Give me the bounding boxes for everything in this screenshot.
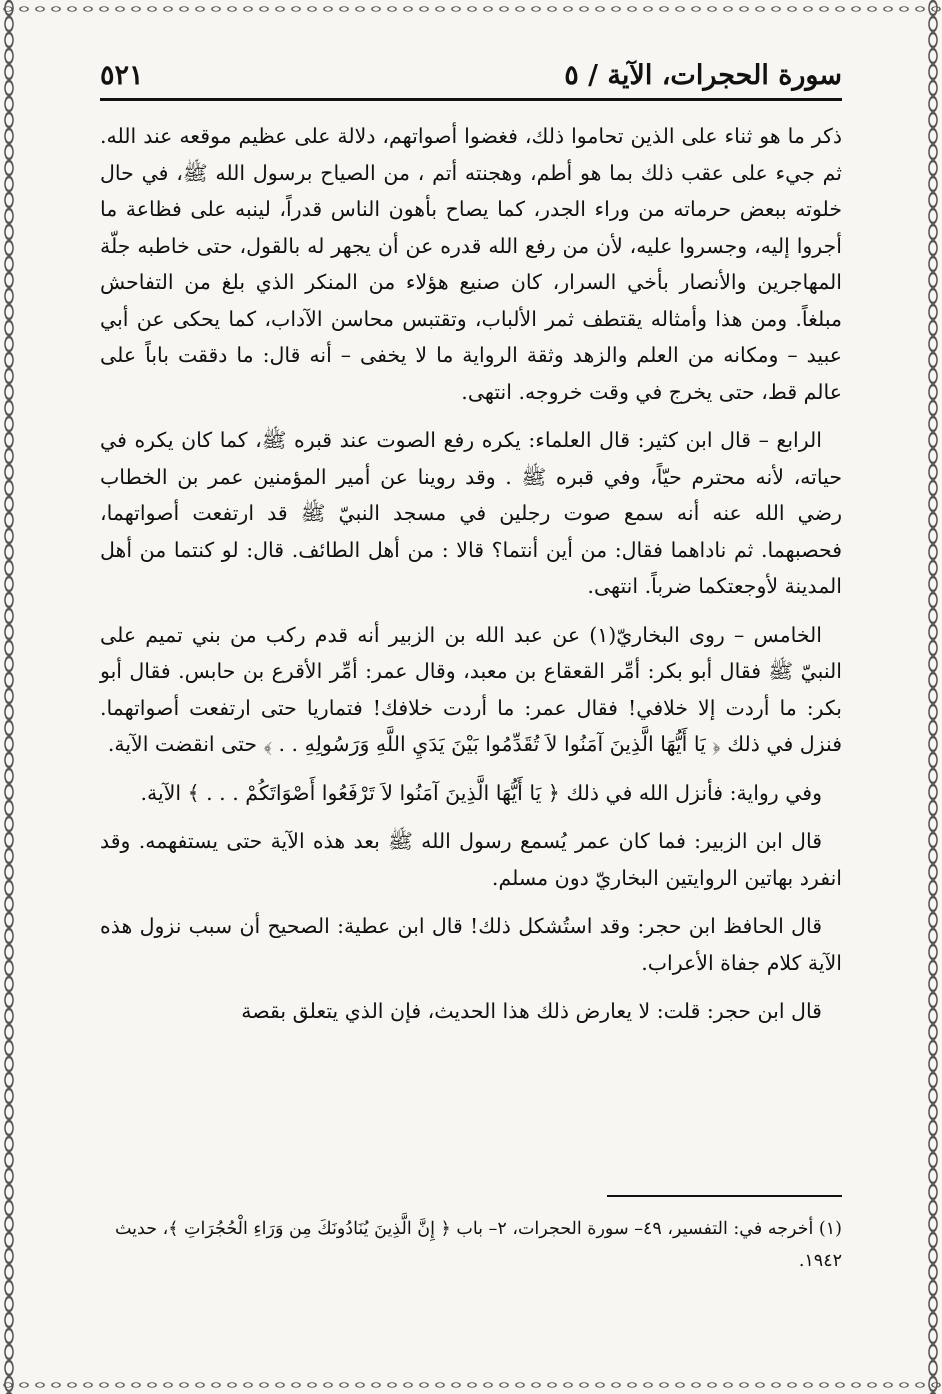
footnote-rule <box>607 1195 842 1197</box>
paragraph: الخامس – روى البخاريّ(١) عن عبد الله بن الزبير أنه قدم ركب من بني تميم على النبيّ ﷺ فقال أبو بكر: أمِّر القعقاع بن معبد، وقال عمر: أمِّر الأقرع بن حابس. فقال أبو بكر: ما أردت إلا خلافي! فقال عمر: ما أردت خلافك! فتماريا حتى ارتفعت أصواتهما. فنزل في ذلك ﴿ يَا أَيُّهَا الَّذِينَ آمَنُوا لاَ تُقَدِّمُوا بَيْنَ يَدَيِ اللَّهِ وَرَسُولِهِ . . ﴾ حتى انقضت الآية. <box>100 622 842 756</box>
paragraph: قال ابن حجر: قلت: لا يعارض ذلك هذا الحديث، فإن الذي يتعلق بقصة <box>241 999 822 1023</box>
decorative-border-top <box>0 0 942 18</box>
decorative-border-left <box>0 0 18 1394</box>
paragraph: ذكر ما هو ثناء على الذين تحاموا ذلك، فغضوا أصواتهم، دلالة على عظيم موقعه عند الله. ثم جيء على عقب ذلك بما هو أطم، وهجنته أتم ، من الصياح برسول الله ﷺ، في حال خلوته ببعض حرماته من وراء الجدر، كما يصاح بأهون الناس قدراً، لينبه على فظاعة ما أجروا إليه، وجسروا عليه، لأن من رفع الله قدره عن أن يجهر له بالقول، حتى خاطبه جلّة المهاجرين والأنصار بأخي السرار، كان صنيع هؤلاء من المنكر الذي بلغ من التفاحش مبلغاً. ومن هذا وأمثاله يقتطف ثمر الألباب، وتقتبس محاسن الآداب، كما يحكى عن أبي عبيد – ومكانه من العلم والزهد وثقة الرواية ما لا يخفى – أنه قال: ما دققت باباً على عالم قط، حتى يخرج في وقت خروجه. انتهى. <box>100 124 842 404</box>
footnote: (١) أخرجه في: التفسير، ٤٩– سورة الحجرات، ٢– باب ﴿ إِنَّ الَّذِينَ يُنَادُونَكَ مِن وَرَاءِ الْحُجُرَاتِ ﴾، حديث ١٩٤٢. <box>114 1219 842 1271</box>
page-number: ٥٢١ <box>100 60 144 91</box>
decorative-border-bottom <box>0 1376 942 1394</box>
paragraph: الرابع – قال ابن كثير: قال العلماء: يكره رفع الصوت عند قبره ﷺ، كما كان يكره في حياته، لأنه محترم حيّاً، وفي قبره ﷺ . وقد روينا عن أمير المؤمنين عمر بن الخطاب رضي الله عنه أنه سمع صوت رجلين في مسجد النبيّ ﷺ قد ارتفعت أصواتهما، فحصبهما. ثم ناداهما فقال: من أين أنتما؟ قالا : من أهل الطائف. قال: لو كنتما من أهل المدينة لأوجعتكما ضرباً. انتهى. <box>100 428 842 598</box>
paragraph: قال الحافظ ابن حجر: وقد استُشكل ذلك! قال ابن عطية: الصحيح أن سبب نزول هذه الآية كلام جفاة الأعراب. <box>100 914 842 975</box>
decorative-border-right <box>924 0 942 1394</box>
running-header-title: سورة الحجرات، الآية / ٥ <box>564 60 842 91</box>
paragraph: وفي رواية: فأنزل الله في ذلك ﴿ يَا أَيُّهَا الَّذِينَ آمَنُوا لاَ تَرْفَعُوا أَصْوَاتَكُمْ . . . ﴾ الآية. <box>140 780 822 805</box>
main-text <box>100 118 842 1042</box>
paragraph: قال ابن الزبير: فما كان عمر يُسمع رسول الله ﷺ بعد هذه الآية حتى يستفهمه. وقد انفرد بهاتين الروايتين البخاريّ دون مسلم. <box>100 829 842 890</box>
header-rule <box>100 98 842 101</box>
running-header <box>100 58 842 98</box>
